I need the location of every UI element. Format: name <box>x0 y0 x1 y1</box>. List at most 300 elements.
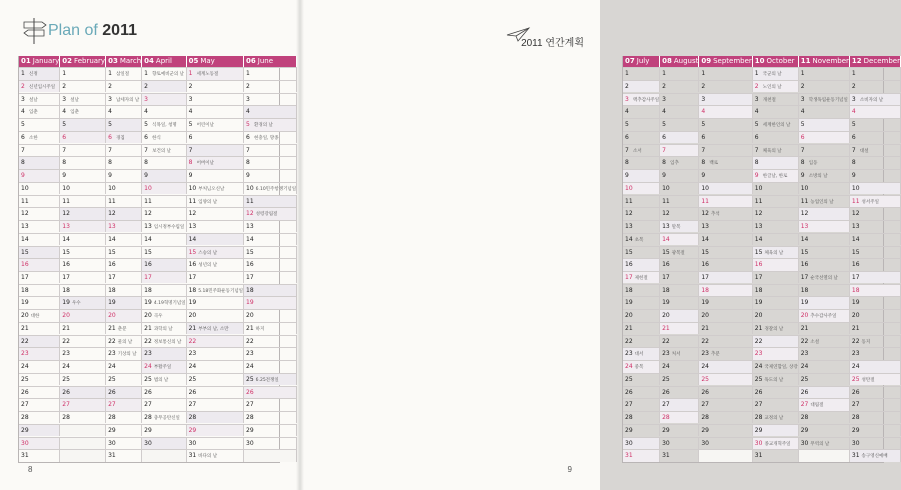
day-cell[interactable] <box>753 80 799 92</box>
day-cell[interactable] <box>623 347 660 359</box>
day-cell[interactable] <box>623 398 660 410</box>
day-cell[interactable] <box>753 118 799 130</box>
day-cell[interactable] <box>660 322 699 334</box>
day-cell[interactable] <box>60 220 106 232</box>
day-cell[interactable] <box>753 246 799 258</box>
day-cell[interactable] <box>699 80 752 92</box>
day-cell[interactable] <box>142 411 186 423</box>
day-cell[interactable] <box>187 271 244 283</box>
day-cell[interactable] <box>699 156 752 168</box>
day-cell[interactable] <box>699 131 752 143</box>
day-cell[interactable] <box>106 284 142 296</box>
day-cell[interactable] <box>106 309 142 321</box>
day-cell[interactable] <box>753 169 799 181</box>
day-cell[interactable] <box>60 246 106 258</box>
day-cell[interactable] <box>660 335 699 347</box>
day-cell[interactable] <box>19 335 60 347</box>
day-cell[interactable] <box>142 207 186 219</box>
day-cell[interactable] <box>799 220 850 232</box>
day-cell[interactable] <box>799 373 850 385</box>
day-cell[interactable] <box>60 131 106 143</box>
day-cell[interactable] <box>699 284 752 296</box>
day-cell[interactable] <box>244 93 297 105</box>
day-cell[interactable] <box>660 271 699 283</box>
day-cell[interactable] <box>244 233 297 245</box>
day-cell[interactable] <box>623 156 660 168</box>
day-cell[interactable] <box>60 386 106 398</box>
day-cell[interactable] <box>850 373 901 385</box>
day-cell[interactable] <box>244 80 297 92</box>
day-cell[interactable] <box>623 258 660 270</box>
day-cell[interactable] <box>19 347 60 359</box>
day-cell[interactable] <box>19 144 60 156</box>
day-cell[interactable] <box>19 322 60 334</box>
day-cell[interactable] <box>187 144 244 156</box>
day-cell[interactable] <box>60 233 106 245</box>
day-cell[interactable] <box>623 144 660 156</box>
day-cell[interactable] <box>60 411 106 423</box>
day-cell[interactable] <box>753 386 799 398</box>
day-cell[interactable] <box>19 309 60 321</box>
day-cell[interactable] <box>244 322 297 334</box>
day-cell[interactable] <box>850 347 901 359</box>
day-cell[interactable] <box>799 437 850 449</box>
day-cell[interactable] <box>19 207 60 219</box>
day-cell[interactable] <box>799 67 850 79</box>
day-cell[interactable] <box>850 449 901 461</box>
day-cell[interactable] <box>699 322 752 334</box>
day-cell[interactable] <box>699 118 752 130</box>
day-cell[interactable] <box>699 424 752 436</box>
day-cell[interactable] <box>244 105 297 117</box>
day-cell[interactable] <box>660 386 699 398</box>
day-cell[interactable] <box>142 335 186 347</box>
day-cell[interactable] <box>244 360 297 372</box>
day-cell[interactable] <box>60 195 106 207</box>
day-cell[interactable] <box>660 398 699 410</box>
day-cell[interactable] <box>106 105 142 117</box>
day-cell[interactable] <box>850 169 901 181</box>
day-cell[interactable] <box>60 105 106 117</box>
day-cell[interactable] <box>660 195 699 207</box>
day-cell[interactable] <box>106 246 142 258</box>
day-cell[interactable] <box>244 246 297 258</box>
day-cell[interactable] <box>19 424 60 436</box>
day-cell[interactable] <box>244 182 297 194</box>
day-cell[interactable] <box>187 80 244 92</box>
day-cell[interactable] <box>60 322 106 334</box>
day-cell[interactable] <box>187 233 244 245</box>
day-cell[interactable] <box>187 411 244 423</box>
day-cell[interactable] <box>799 80 850 92</box>
day-cell[interactable] <box>244 118 297 130</box>
day-cell[interactable] <box>799 207 850 219</box>
day-cell[interactable] <box>799 246 850 258</box>
day-cell[interactable] <box>244 271 297 283</box>
day-cell[interactable] <box>623 67 660 79</box>
day-cell[interactable] <box>106 156 142 168</box>
day-cell[interactable] <box>753 373 799 385</box>
day-cell[interactable] <box>660 258 699 270</box>
day-cell[interactable] <box>19 118 60 130</box>
day-cell[interactable] <box>799 169 850 181</box>
day-cell[interactable] <box>753 398 799 410</box>
day-cell[interactable] <box>753 347 799 359</box>
day-cell[interactable] <box>187 386 244 398</box>
day-cell[interactable] <box>106 347 142 359</box>
day-cell[interactable] <box>660 93 699 105</box>
day-cell[interactable] <box>699 93 752 105</box>
day-cell[interactable] <box>187 360 244 372</box>
day-cell[interactable] <box>19 80 60 92</box>
day-cell[interactable] <box>623 437 660 449</box>
day-cell[interactable] <box>19 360 60 372</box>
day-cell[interactable] <box>60 347 106 359</box>
day-cell[interactable] <box>244 411 297 423</box>
day-cell[interactable] <box>753 131 799 143</box>
day-cell[interactable] <box>753 156 799 168</box>
day-cell[interactable] <box>623 386 660 398</box>
day-cell[interactable] <box>60 169 106 181</box>
day-cell[interactable] <box>850 411 901 423</box>
day-cell[interactable] <box>142 309 186 321</box>
day-cell[interactable] <box>850 246 901 258</box>
day-cell[interactable] <box>187 258 244 270</box>
day-cell[interactable] <box>799 309 850 321</box>
day-cell[interactable] <box>187 322 244 334</box>
day-cell[interactable] <box>660 284 699 296</box>
day-cell[interactable] <box>699 220 752 232</box>
day-cell[interactable] <box>19 258 60 270</box>
day-cell[interactable] <box>60 118 106 130</box>
day-cell[interactable] <box>799 386 850 398</box>
day-cell[interactable] <box>850 360 901 372</box>
day-cell[interactable] <box>623 335 660 347</box>
day-cell[interactable] <box>142 131 186 143</box>
day-cell[interactable] <box>850 207 901 219</box>
day-cell[interactable] <box>753 207 799 219</box>
day-cell[interactable] <box>850 195 901 207</box>
day-cell[interactable] <box>142 360 186 372</box>
day-cell[interactable] <box>187 398 244 410</box>
day-cell[interactable] <box>187 309 244 321</box>
day-cell[interactable] <box>142 347 186 359</box>
day-cell[interactable] <box>187 449 244 461</box>
day-cell[interactable] <box>660 411 699 423</box>
day-cell[interactable] <box>753 93 799 105</box>
day-cell[interactable] <box>142 233 186 245</box>
day-cell[interactable] <box>799 424 850 436</box>
day-cell[interactable] <box>244 424 297 436</box>
day-cell[interactable] <box>660 118 699 130</box>
day-cell[interactable] <box>850 220 901 232</box>
day-cell[interactable] <box>850 296 901 308</box>
day-cell[interactable] <box>799 131 850 143</box>
day-cell[interactable] <box>19 156 60 168</box>
day-cell[interactable] <box>60 398 106 410</box>
day-cell[interactable] <box>660 169 699 181</box>
day-cell[interactable] <box>699 411 752 423</box>
day-cell[interactable] <box>187 169 244 181</box>
day-cell[interactable] <box>623 195 660 207</box>
day-cell[interactable] <box>106 144 142 156</box>
day-cell[interactable] <box>660 182 699 194</box>
day-cell[interactable] <box>106 398 142 410</box>
day-cell[interactable] <box>244 195 297 207</box>
day-cell[interactable] <box>187 156 244 168</box>
day-cell[interactable] <box>753 220 799 232</box>
day-cell[interactable] <box>106 271 142 283</box>
day-cell[interactable] <box>142 322 186 334</box>
day-cell[interactable] <box>187 335 244 347</box>
day-cell[interactable] <box>699 373 752 385</box>
day-cell[interactable] <box>19 246 60 258</box>
day-cell[interactable] <box>753 322 799 334</box>
day-cell[interactable] <box>623 182 660 194</box>
day-cell[interactable] <box>699 233 752 245</box>
day-cell[interactable] <box>699 207 752 219</box>
day-cell[interactable] <box>799 105 850 117</box>
day-cell[interactable] <box>623 118 660 130</box>
day-cell[interactable] <box>19 296 60 308</box>
day-cell[interactable] <box>106 233 142 245</box>
day-cell[interactable] <box>753 424 799 436</box>
day-cell[interactable] <box>19 195 60 207</box>
day-cell[interactable] <box>106 424 142 436</box>
day-cell[interactable] <box>19 373 60 385</box>
day-cell[interactable] <box>142 195 186 207</box>
day-cell[interactable] <box>753 144 799 156</box>
day-cell[interactable] <box>142 144 186 156</box>
day-cell[interactable] <box>60 207 106 219</box>
day-cell[interactable] <box>660 207 699 219</box>
day-cell[interactable] <box>60 296 106 308</box>
day-cell[interactable] <box>623 271 660 283</box>
day-cell[interactable] <box>753 449 799 461</box>
day-cell[interactable] <box>623 360 660 372</box>
day-cell[interactable] <box>142 424 186 436</box>
day-cell[interactable] <box>799 258 850 270</box>
day-cell[interactable] <box>106 195 142 207</box>
day-cell[interactable] <box>753 284 799 296</box>
day-cell[interactable] <box>660 296 699 308</box>
day-cell[interactable] <box>187 131 244 143</box>
day-cell[interactable] <box>660 437 699 449</box>
day-cell[interactable] <box>60 93 106 105</box>
day-cell[interactable] <box>850 131 901 143</box>
day-cell[interactable] <box>106 207 142 219</box>
day-cell[interactable] <box>799 271 850 283</box>
day-cell[interactable] <box>850 105 901 117</box>
day-cell[interactable] <box>699 347 752 359</box>
day-cell[interactable] <box>244 335 297 347</box>
day-cell[interactable] <box>142 156 186 168</box>
day-cell[interactable] <box>244 67 297 79</box>
day-cell[interactable] <box>699 271 752 283</box>
day-cell[interactable] <box>623 411 660 423</box>
day-cell[interactable] <box>660 220 699 232</box>
day-cell[interactable] <box>244 347 297 359</box>
day-cell[interactable] <box>850 233 901 245</box>
day-cell[interactable] <box>19 271 60 283</box>
day-cell[interactable] <box>660 105 699 117</box>
day-cell[interactable] <box>699 67 752 79</box>
day-cell[interactable] <box>799 284 850 296</box>
day-cell[interactable] <box>623 233 660 245</box>
day-cell[interactable] <box>753 360 799 372</box>
day-cell[interactable] <box>753 233 799 245</box>
day-cell[interactable] <box>699 105 752 117</box>
day-cell[interactable] <box>753 182 799 194</box>
day-cell[interactable] <box>187 347 244 359</box>
day-cell[interactable] <box>244 296 297 308</box>
day-cell[interactable] <box>850 182 901 194</box>
day-cell[interactable] <box>660 373 699 385</box>
day-cell[interactable] <box>244 437 297 449</box>
day-cell[interactable] <box>60 182 106 194</box>
day-cell[interactable] <box>187 67 244 79</box>
day-cell[interactable] <box>187 296 244 308</box>
day-cell[interactable] <box>187 182 244 194</box>
day-cell[interactable] <box>142 258 186 270</box>
day-cell[interactable] <box>753 411 799 423</box>
day-cell[interactable] <box>660 424 699 436</box>
day-cell[interactable] <box>623 246 660 258</box>
day-cell[interactable] <box>850 258 901 270</box>
day-cell[interactable] <box>187 105 244 117</box>
day-cell[interactable] <box>623 169 660 181</box>
day-cell[interactable] <box>660 144 699 156</box>
day-cell[interactable] <box>850 284 901 296</box>
day-cell[interactable] <box>19 105 60 117</box>
day-cell[interactable] <box>699 309 752 321</box>
day-cell[interactable] <box>244 284 297 296</box>
day-cell[interactable] <box>142 93 186 105</box>
day-cell[interactable] <box>753 105 799 117</box>
day-cell[interactable] <box>60 335 106 347</box>
day-cell[interactable] <box>106 93 142 105</box>
day-cell[interactable] <box>106 118 142 130</box>
day-cell[interactable] <box>244 207 297 219</box>
day-cell[interactable] <box>623 105 660 117</box>
day-cell[interactable] <box>19 449 60 461</box>
day-cell[interactable] <box>850 424 901 436</box>
day-cell[interactable] <box>142 80 186 92</box>
day-cell[interactable] <box>623 220 660 232</box>
day-cell[interactable] <box>623 296 660 308</box>
day-cell[interactable] <box>60 284 106 296</box>
day-cell[interactable] <box>142 246 186 258</box>
day-cell[interactable] <box>106 182 142 194</box>
day-cell[interactable] <box>699 398 752 410</box>
day-cell[interactable] <box>60 373 106 385</box>
day-cell[interactable] <box>799 360 850 372</box>
day-cell[interactable] <box>753 195 799 207</box>
day-cell[interactable] <box>699 169 752 181</box>
day-cell[interactable] <box>244 131 297 143</box>
day-cell[interactable] <box>623 373 660 385</box>
day-cell[interactable] <box>623 284 660 296</box>
day-cell[interactable] <box>187 437 244 449</box>
day-cell[interactable] <box>19 131 60 143</box>
day-cell[interactable] <box>106 169 142 181</box>
day-cell[interactable] <box>244 220 297 232</box>
day-cell[interactable] <box>623 424 660 436</box>
day-cell[interactable] <box>660 309 699 321</box>
day-cell[interactable] <box>623 93 660 105</box>
day-cell[interactable] <box>19 437 60 449</box>
day-cell[interactable] <box>799 411 850 423</box>
day-cell[interactable] <box>850 80 901 92</box>
day-cell[interactable] <box>699 335 752 347</box>
day-cell[interactable] <box>623 309 660 321</box>
day-cell[interactable] <box>60 156 106 168</box>
day-cell[interactable] <box>106 335 142 347</box>
day-cell[interactable] <box>60 67 106 79</box>
day-cell[interactable] <box>142 271 186 283</box>
day-cell[interactable] <box>850 93 901 105</box>
day-cell[interactable] <box>187 93 244 105</box>
day-cell[interactable] <box>799 233 850 245</box>
day-cell[interactable] <box>850 335 901 347</box>
day-cell[interactable] <box>850 437 901 449</box>
day-cell[interactable] <box>850 322 901 334</box>
day-cell[interactable] <box>142 118 186 130</box>
day-cell[interactable] <box>699 386 752 398</box>
day-cell[interactable] <box>699 258 752 270</box>
day-cell[interactable] <box>850 271 901 283</box>
day-cell[interactable] <box>19 411 60 423</box>
day-cell[interactable] <box>142 220 186 232</box>
day-cell[interactable] <box>106 80 142 92</box>
day-cell[interactable] <box>187 246 244 258</box>
day-cell[interactable] <box>799 118 850 130</box>
day-cell[interactable] <box>623 207 660 219</box>
day-cell[interactable] <box>19 67 60 79</box>
day-cell[interactable] <box>699 182 752 194</box>
day-cell[interactable] <box>244 309 297 321</box>
day-cell[interactable] <box>799 156 850 168</box>
day-cell[interactable] <box>850 144 901 156</box>
day-cell[interactable] <box>142 105 186 117</box>
day-cell[interactable] <box>850 118 901 130</box>
day-cell[interactable] <box>244 169 297 181</box>
day-cell[interactable] <box>187 118 244 130</box>
day-cell[interactable] <box>187 284 244 296</box>
day-cell[interactable] <box>187 195 244 207</box>
day-cell[interactable] <box>799 322 850 334</box>
day-cell[interactable] <box>244 156 297 168</box>
day-cell[interactable] <box>753 437 799 449</box>
day-cell[interactable] <box>753 296 799 308</box>
day-cell[interactable] <box>799 195 850 207</box>
day-cell[interactable] <box>753 309 799 321</box>
day-cell[interactable] <box>699 246 752 258</box>
day-cell[interactable] <box>244 258 297 270</box>
day-cell[interactable] <box>623 322 660 334</box>
day-cell[interactable] <box>19 220 60 232</box>
day-cell[interactable] <box>142 437 186 449</box>
day-cell[interactable] <box>142 67 186 79</box>
day-cell[interactable] <box>106 296 142 308</box>
day-cell[interactable] <box>699 437 752 449</box>
day-cell[interactable] <box>660 246 699 258</box>
day-cell[interactable] <box>106 386 142 398</box>
day-cell[interactable] <box>623 80 660 92</box>
day-cell[interactable] <box>19 233 60 245</box>
day-cell[interactable] <box>799 93 850 105</box>
day-cell[interactable] <box>660 360 699 372</box>
